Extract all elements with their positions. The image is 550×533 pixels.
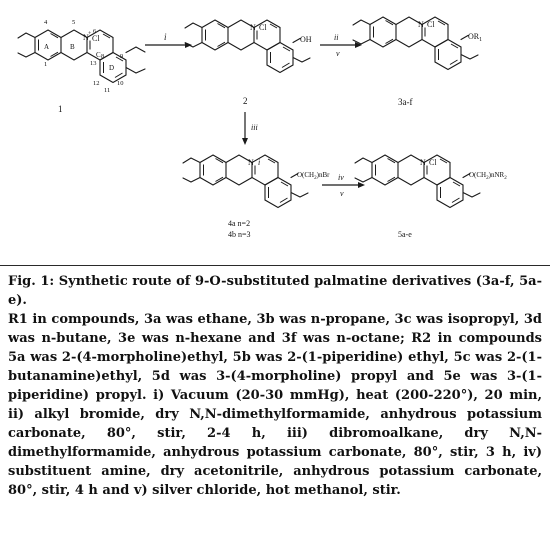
compound-2-structure: [185, 20, 312, 106]
chloride-atom: Cl: [429, 158, 437, 167]
figure-divider: [0, 265, 550, 266]
compound-label-3: 3a-f: [398, 97, 413, 107]
atom-number-10: 10: [117, 80, 124, 87]
reaction-arrow-i: [145, 32, 192, 48]
atom-number-4: 4: [44, 19, 48, 26]
reagent-label-v: v: [336, 49, 340, 58]
compound-label-2: 2: [243, 96, 248, 106]
atom-number-6: 6: [93, 28, 97, 35]
compound-label-4b: 4b n=3: [228, 230, 251, 239]
nitrogen-atom: N: [248, 158, 254, 167]
ring-label-c: C: [96, 51, 101, 59]
ring-label-a: A: [44, 43, 50, 51]
atom-number-11: 11: [104, 87, 111, 94]
or1-group: $OR_1$: [468, 32, 483, 43]
compound-label-5: 5a-e: [398, 230, 412, 239]
iodide-label: i: [258, 158, 261, 167]
ring-label-d: D: [109, 64, 115, 72]
figure-caption: [8, 272, 542, 500]
hydroxyl-group: OH: [300, 35, 312, 44]
atom-number-13: 13: [90, 60, 97, 67]
caption-title: Fig. 1: Synthetic route of 9-O-substituted palmatine derivatives (3a-f, 5a-e).: [8, 274, 542, 308]
reagent-label-iv: iv: [338, 173, 344, 182]
nitrogen-atom: N: [250, 23, 256, 32]
reagent-label-v2: v: [340, 189, 344, 198]
reagent-label-ii: ii: [334, 33, 339, 42]
compound-1-structure: [18, 19, 145, 114]
nitrogen-atom: N: [420, 158, 426, 167]
reaction-arrow-iii: [242, 112, 258, 145]
chloride-atom: Cl: [92, 34, 100, 43]
plus-charge: +: [88, 31, 92, 37]
chloride-atom: Cl: [259, 23, 267, 32]
atom-number-8: 8: [101, 53, 105, 60]
nitrogen-atom: N: [83, 33, 89, 42]
compound-5-structure: [355, 155, 507, 239]
atom-number-12: 12: [93, 80, 100, 87]
atom-number-5: 5: [72, 19, 76, 26]
reagent-label-iii: iii: [251, 123, 258, 132]
bromoalkyl-chain: $O(CH_2)nBr$: [297, 171, 330, 181]
reagent-label-i: i: [164, 32, 167, 42]
reaction-arrow-ii-v: [320, 33, 362, 58]
nitrogen-atom: N: [418, 20, 424, 29]
atom-number-9: 9: [120, 53, 124, 60]
compound-4-structure: [183, 155, 330, 239]
compound-3-structure: [353, 17, 482, 107]
chloride-atom: Cl: [427, 20, 435, 29]
caption-body: R1 in compounds, 3a was ethane, 3b was n-propane, 3c was isopropyl, 3d was n-butane, 3e was n-hexane and 3f was n-octane; R2 in compounds 5a was 2-(4-morpholine)ethyl, 5b was 2-(1-piperidine) ethyl, 5c was 2-(1-butanamine)ethyl, 5d was 3-(4-morpholine) propyl and 5e was 3-(1-piperidine) propyl. i) Vacuum (20-30 mmHg), heat (200-220°), 20 min, ii) alkyl bromide, dry N,N-dimethylformamide, anhydrous potassium carbonate, 80°, stir, 2-4 h, iii) dibromoalkane, dry N,N-dimethylformamide, anhydrous potassium carbonate, 80°, stir, 3 h, iv) substituent amine, dry acetonitrile, anhydrous potassium carbonate, 80°, stir, 4 h and v) silver chloride, hot methanol, stir.: [8, 312, 542, 498]
atom-number-1: 1: [44, 61, 48, 68]
aminoalkyl-chain: $O(CH_2)nNR_2$: [469, 171, 507, 181]
compound-label-4a: 4a n=2: [228, 219, 251, 228]
ring-label-b: B: [70, 43, 75, 51]
compound-label-1: 1: [58, 104, 63, 114]
